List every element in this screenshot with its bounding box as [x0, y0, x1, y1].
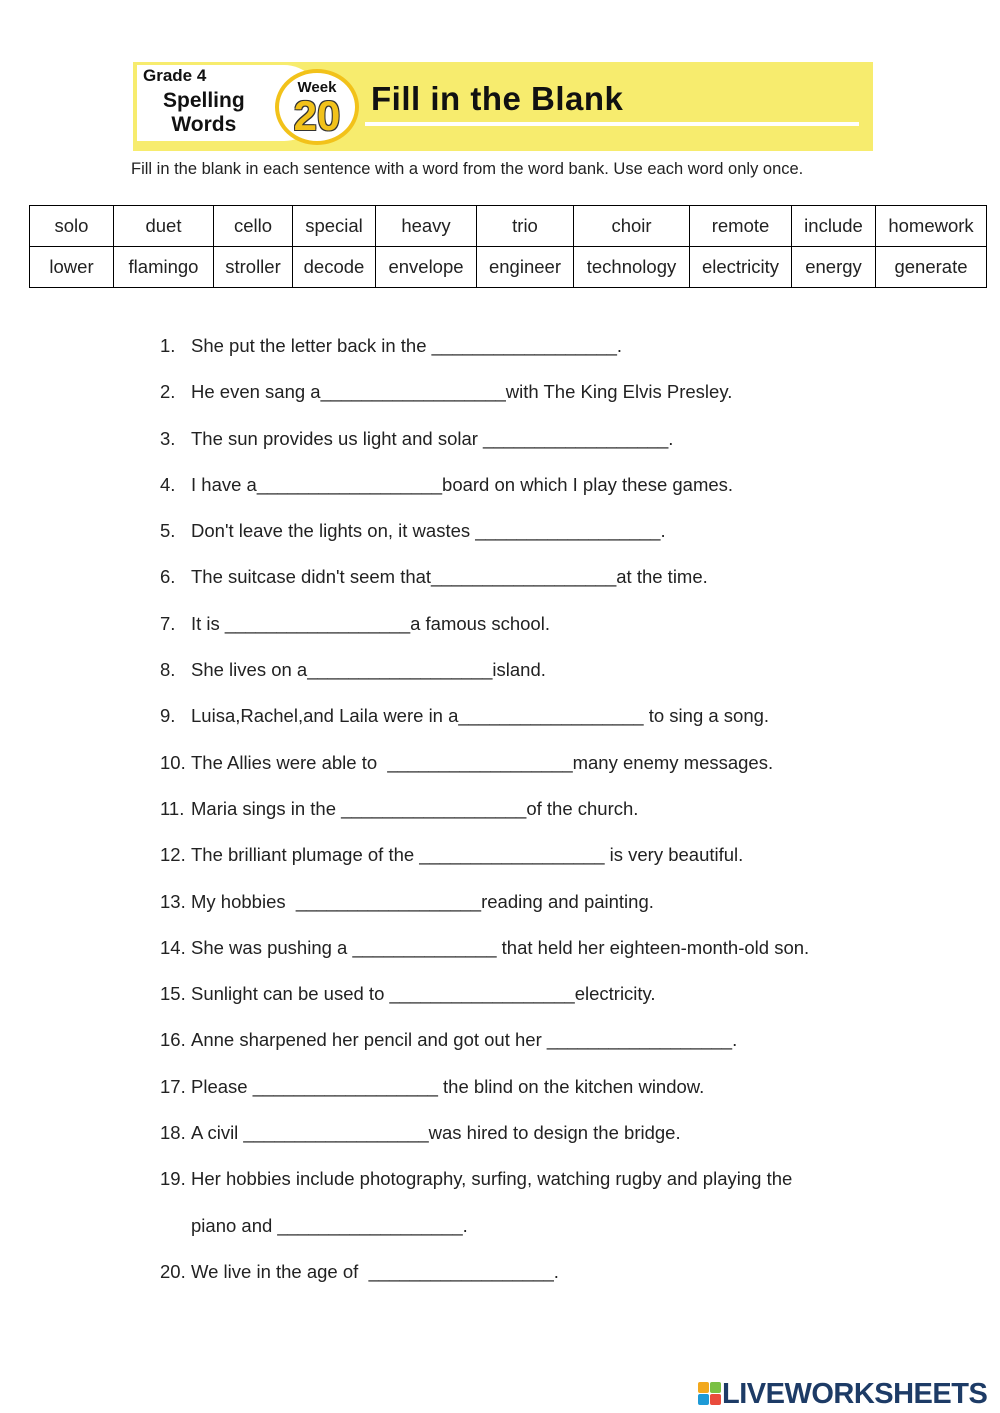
- question-item: [160, 565, 920, 611]
- question-item: [160, 797, 920, 843]
- question-number: 19.: [160, 1168, 186, 1190]
- question-text[interactable]: We live in the age of __________________.: [191, 1260, 559, 1282]
- question-text[interactable]: A civil __________________was hired to design the bridge.: [191, 1122, 681, 1144]
- word-bank-cell: choir: [574, 206, 690, 247]
- question-number: 10.: [160, 751, 186, 773]
- question-number: 2.: [160, 381, 176, 403]
- word-bank-cell: decode: [293, 247, 376, 288]
- question-item: [160, 1028, 920, 1074]
- word-bank-cell: homework: [876, 206, 987, 247]
- question-item: [160, 380, 920, 426]
- question-item: [160, 1075, 920, 1121]
- question-text[interactable]: She put the letter back in the __________________.: [191, 335, 622, 356]
- question-item: [160, 519, 920, 565]
- question-text[interactable]: My hobbies __________________reading and painting.: [191, 890, 654, 912]
- logo-mark-icon: [698, 1382, 722, 1406]
- question-text[interactable]: The sun provides us light and solar __________________.: [191, 427, 674, 449]
- word-bank-row: [30, 206, 987, 247]
- word-bank-cell: lower: [30, 247, 114, 288]
- question-item: [160, 890, 920, 936]
- word-bank-row: [30, 247, 987, 288]
- title-underline: [365, 122, 859, 126]
- question-number: 16.: [160, 1029, 186, 1051]
- instructions: Fill in the blank in each sentence with a word from the word bank. Use each word only once.: [131, 160, 804, 178]
- question-text[interactable]: Luisa,Rachel,and Laila were in a__________________ to sing a song.: [191, 705, 770, 727]
- word-bank-cell: cello: [214, 206, 293, 247]
- question-text[interactable]: He even sang a__________________with The King Elvis Presley.: [191, 381, 733, 403]
- week-number: 20: [293, 92, 341, 139]
- question-item: [160, 704, 920, 750]
- word-bank-cell: electricity: [690, 247, 792, 288]
- question-number: 11.: [160, 797, 185, 819]
- question-text[interactable]: Maria sings in the __________________of the church.: [191, 797, 639, 819]
- word-bank-cell: trio: [477, 206, 574, 247]
- question-number: 17.: [160, 1075, 186, 1097]
- question-text[interactable]: I have a__________________board on which I play these games.: [191, 473, 734, 495]
- question-item: [160, 427, 920, 473]
- word-bank-cell: solo: [30, 206, 114, 247]
- question-text[interactable]: She was pushing a ______________ that held her eighteen-month-old son.: [191, 936, 810, 958]
- question-number: 20.: [160, 1260, 186, 1282]
- logo-text: LIVEWORKSHEETS: [722, 1378, 988, 1410]
- spelling-words-label: [163, 89, 245, 137]
- word-bank-cell: duet: [114, 206, 214, 247]
- word-bank-cell: flamingo: [114, 247, 214, 288]
- question-item: [160, 843, 920, 889]
- word-bank-table: [29, 205, 987, 288]
- question-text-continued[interactable]: piano and __________________.: [191, 1214, 468, 1236]
- page-title: Fill in the Blank: [371, 80, 624, 117]
- header-banner: [133, 62, 873, 151]
- question-item: [160, 334, 920, 380]
- question-number: 5.: [160, 520, 176, 542]
- question-item: [160, 658, 920, 704]
- question-text[interactable]: She lives on a__________________island.: [191, 659, 546, 681]
- question-number: 14.: [160, 936, 186, 958]
- question-text[interactable]: Anne sharpened her pencil and got out her __________________.: [191, 1029, 738, 1051]
- question-item: [160, 751, 920, 797]
- question-item: [160, 1121, 920, 1167]
- question-text[interactable]: Don't leave the lights on, it wastes __________________.: [191, 520, 666, 542]
- question-number: 7.: [160, 612, 176, 634]
- word-bank-cell: remote: [690, 206, 792, 247]
- question-item: [160, 982, 920, 1028]
- week-label: Week: [297, 79, 337, 96]
- word-bank-cell: include: [792, 206, 876, 247]
- question-item: [160, 612, 920, 658]
- word-bank-cell: stroller: [214, 247, 293, 288]
- question-number: 13.: [160, 890, 186, 912]
- question-number: 1.: [160, 335, 176, 356]
- question-list: [160, 334, 920, 1306]
- question-text[interactable]: Her hobbies include photography, surfing, watching rugby and playing the: [191, 1168, 793, 1190]
- word-bank-cell: technology: [574, 247, 690, 288]
- word-bank-cell: generate: [876, 247, 987, 288]
- question-number: 4.: [160, 473, 176, 495]
- spelling-line-1: Spelling: [163, 89, 245, 112]
- question-number: 6.: [160, 566, 176, 588]
- question-text[interactable]: The brilliant plumage of the __________________ is very beautiful.: [191, 844, 744, 866]
- question-text[interactable]: The suitcase didn't seem that__________________at the time.: [191, 566, 708, 588]
- question-text[interactable]: The Allies were able to __________________many enemy messages.: [191, 751, 774, 773]
- question-text[interactable]: Please __________________ the blind on the kitchen window.: [191, 1075, 705, 1097]
- question-item: [160, 1167, 920, 1213]
- word-bank-cell: energy: [792, 247, 876, 288]
- question-number: 12.: [160, 844, 186, 866]
- question-number: 15.: [160, 983, 186, 1005]
- question-number: 9.: [160, 705, 176, 727]
- word-bank-cell: envelope: [376, 247, 477, 288]
- question-number: 18.: [160, 1122, 186, 1144]
- week-badge: [275, 69, 359, 145]
- grade-label: Grade 4: [143, 66, 207, 85]
- question-number: 8.: [160, 659, 176, 681]
- question-item: [160, 1260, 920, 1306]
- word-bank-cell: engineer: [477, 247, 574, 288]
- word-bank-cell: special: [293, 206, 376, 247]
- question-text[interactable]: Sunlight can be used to __________________electricity.: [191, 983, 656, 1005]
- spelling-line-2: Words: [171, 113, 237, 136]
- question-item: [160, 936, 920, 982]
- question-item: [160, 473, 920, 519]
- word-bank-cell: heavy: [376, 206, 477, 247]
- question-text[interactable]: It is __________________a famous school.: [191, 612, 550, 634]
- question-number: 3.: [160, 427, 176, 449]
- question-continuation: [160, 1214, 920, 1260]
